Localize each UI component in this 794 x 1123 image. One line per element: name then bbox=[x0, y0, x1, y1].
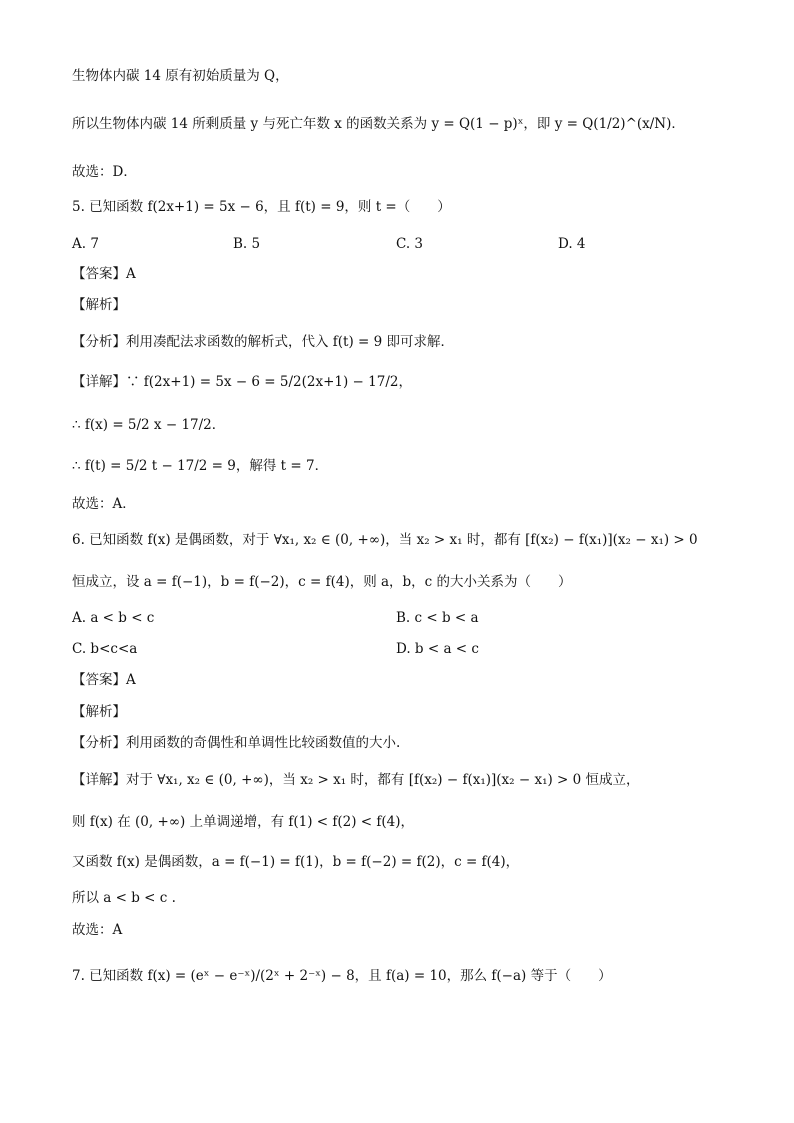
q6-detail-3: 又函数 f(x) 是偶函数，a = f(−1) = f(1)，b = f(−2) = f(2)，c = f(4)， bbox=[72, 854, 520, 870]
q6-choice: 故选：A bbox=[72, 922, 123, 938]
question-7-stem: 7. 已知函数 f(x) = (eˣ − e⁻ˣ)/(2ˣ + 2⁻ˣ) − 8，且 f(a) = 10，那么 f(−a) 等于（ ） bbox=[72, 968, 612, 984]
q6-conclusion: 所以 a < b < c . bbox=[72, 890, 176, 906]
q5-option-d: D. 4 bbox=[558, 236, 586, 252]
q5-analysis-heading: 【解析】 bbox=[72, 297, 126, 313]
q6-option-c: C. b<c<a bbox=[72, 641, 138, 657]
q6-option-a: A. a < b < c bbox=[72, 610, 155, 626]
text-line-3: 故选：D． bbox=[72, 164, 137, 180]
q6-answer: 【答案】A bbox=[72, 672, 136, 688]
text-line-2: 所以生物体内碳 14 所剩质量 y 与死亡年数 x 的函数关系为 y = Q(1 − p)ˣ，即 y = Q(1/2)^(x/N)． bbox=[72, 116, 685, 132]
q5-option-a: A. 7 bbox=[72, 236, 99, 252]
q6-detail-1: 【详解】对于 ∀x₁, x₂ ∈ (0, +∞)，当 x₂ > x₁ 时，都有 [f(x₂) − f(x₁)](x₂ − x₁) > 0 恒成立， bbox=[72, 772, 640, 788]
q5-answer: 【答案】A bbox=[72, 266, 136, 282]
question-6-stem-2: 恒成立，设 a = f(−1)，b = f(−2)，c = f(4)，则 a，b，c 的大小关系为（ ） bbox=[72, 574, 572, 590]
q6-detail-2: 则 f(x) 在 (0, +∞) 上单调递增，有 f(1) < f(2) < f(4)， bbox=[72, 814, 415, 830]
q6-option-d: D. b < a < c bbox=[396, 641, 479, 657]
q6-analysis: 【分析】利用函数的奇偶性和单调性比较函数值的大小. bbox=[72, 735, 401, 751]
q5-option-b: B. 5 bbox=[233, 236, 261, 252]
q5-detail-3: ∴ f(t) = 5/2 t − 17/2 = 9，解得 t = 7． bbox=[72, 458, 329, 474]
text-line-1: 生物体内碳 14 原有初始质量为 Q， bbox=[72, 68, 289, 84]
q5-detail-2: ∴ f(x) = 5/2 x − 17/2． bbox=[72, 417, 226, 433]
q5-analysis: 【分析】利用凑配法求函数的解析式，代入 f(t) = 9 即可求解． bbox=[72, 334, 455, 350]
q5-option-c: C. 3 bbox=[396, 236, 424, 252]
q6-option-b: B. c < b < a bbox=[396, 610, 479, 626]
q5-choice: 故选：A． bbox=[72, 496, 136, 512]
q6-analysis-heading: 【解析】 bbox=[72, 704, 126, 720]
question-6-stem-1: 6. 已知函数 f(x) 是偶函数，对于 ∀x₁, x₂ ∈ (0, +∞)，当 x₂ > x₁ 时，都有 [f(x₂) − f(x₁)](x₂ − x₁) > 0 bbox=[72, 532, 698, 548]
question-5-stem: 5. 已知函数 f(2x+1) = 5x − 6，且 f(t) = 9，则 t =（ ） bbox=[72, 199, 451, 215]
q5-detail-1: 【详解】∵ f(2x+1) = 5x − 6 = 5/2(2x+1) − 17/2， bbox=[72, 374, 412, 390]
